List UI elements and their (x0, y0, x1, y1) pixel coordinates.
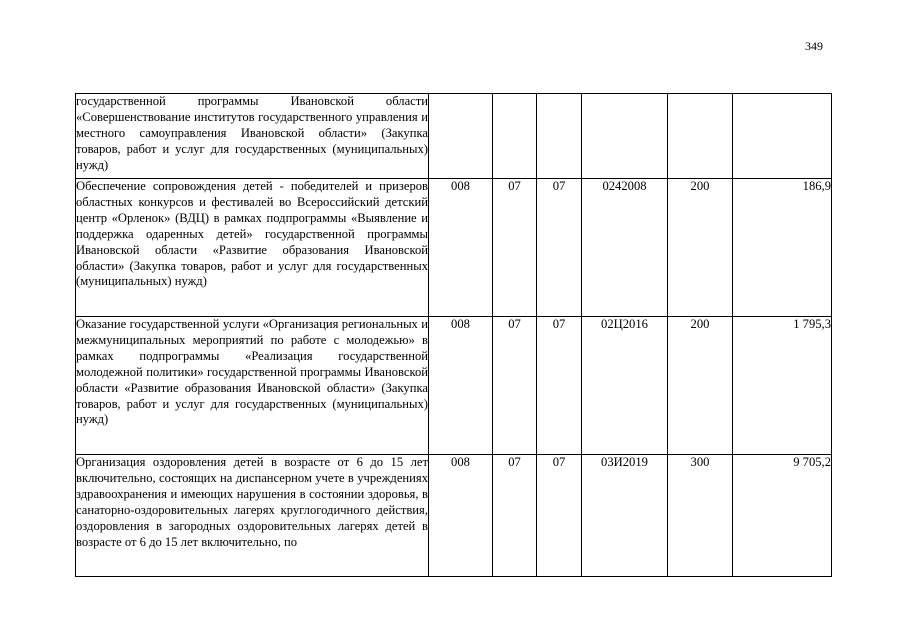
expense-type-code: 200 (668, 179, 733, 317)
ministry-code: 008 (429, 317, 493, 455)
amount: 186,9 (733, 179, 832, 317)
table-row (76, 317, 832, 455)
ministry-code: 008 (429, 455, 493, 577)
ministry-code: 008 (429, 179, 493, 317)
section-code: 07 (493, 455, 537, 577)
page-number: 349 (805, 39, 823, 53)
subsection-code (537, 94, 582, 179)
section-code: 07 (493, 317, 537, 455)
table-row (76, 94, 832, 179)
expense-type-code: 300 (668, 455, 733, 577)
table-row (76, 455, 832, 577)
amount: 1 795,3 (733, 317, 832, 455)
row-description: Обеспечение сопровождения детей - победителей и призеров областных конкурсов и фестивалей во Всероссийский детский центр «Орленок» (ВДЦ) в рамках подпрограммы «Выявление и поддержка одаренных детей» государственной программы Ивановской области «Развитие образования Ивановской области» (Закупка товаров, работ и услуг для государственных (муниципальных) нужд) (76, 179, 429, 317)
amount: 9 705,2 (733, 455, 832, 577)
target-article-code: 03И2019 (582, 455, 668, 577)
row-description: государственной программы Ивановской области «Совершенствование институтов государственного управления и местного самоуправления Ивановской области» (Закупка товаров, работ и услуг для государственных (муниципальных) нужд) (76, 94, 429, 179)
subsection-code: 07 (537, 455, 582, 577)
amount (733, 94, 832, 179)
target-article-code: 02Ц2016 (582, 317, 668, 455)
subsection-code: 07 (537, 317, 582, 455)
target-article-code: 0242008 (582, 179, 668, 317)
expense-type-code: 200 (668, 317, 733, 455)
table-row (76, 179, 832, 317)
section-code: 07 (493, 179, 537, 317)
target-article-code (582, 94, 668, 179)
ministry-code (429, 94, 493, 179)
row-description: Организация оздоровления детей в возрасте от 6 до 15 лет включительно, состоящих на диспансерном учете в учреждениях здравоохранения и имеющих нарушения в состоянии здоровья, в санаторно-оздоровительных лагерях круглогодичного действия, оздоровления в загородных оздоровительных лагерях детей в возрасте от 6 до 15 лет включительно, по (76, 455, 429, 577)
section-code (493, 94, 537, 179)
expense-type-code (668, 94, 733, 179)
subsection-code: 07 (537, 179, 582, 317)
row-description: Оказание государственной услуги «Организация региональных и межмуниципальных мероприятий по работе с молодежью» в рамках подпрограммы «Реализация государственной молодежной политики» государственной программы Ивановской области «Развитие образования Ивановской области» (Закупка товаров, работ и услуг для государственных (муниципальных) нужд) (76, 317, 429, 455)
budget-table (75, 93, 832, 577)
